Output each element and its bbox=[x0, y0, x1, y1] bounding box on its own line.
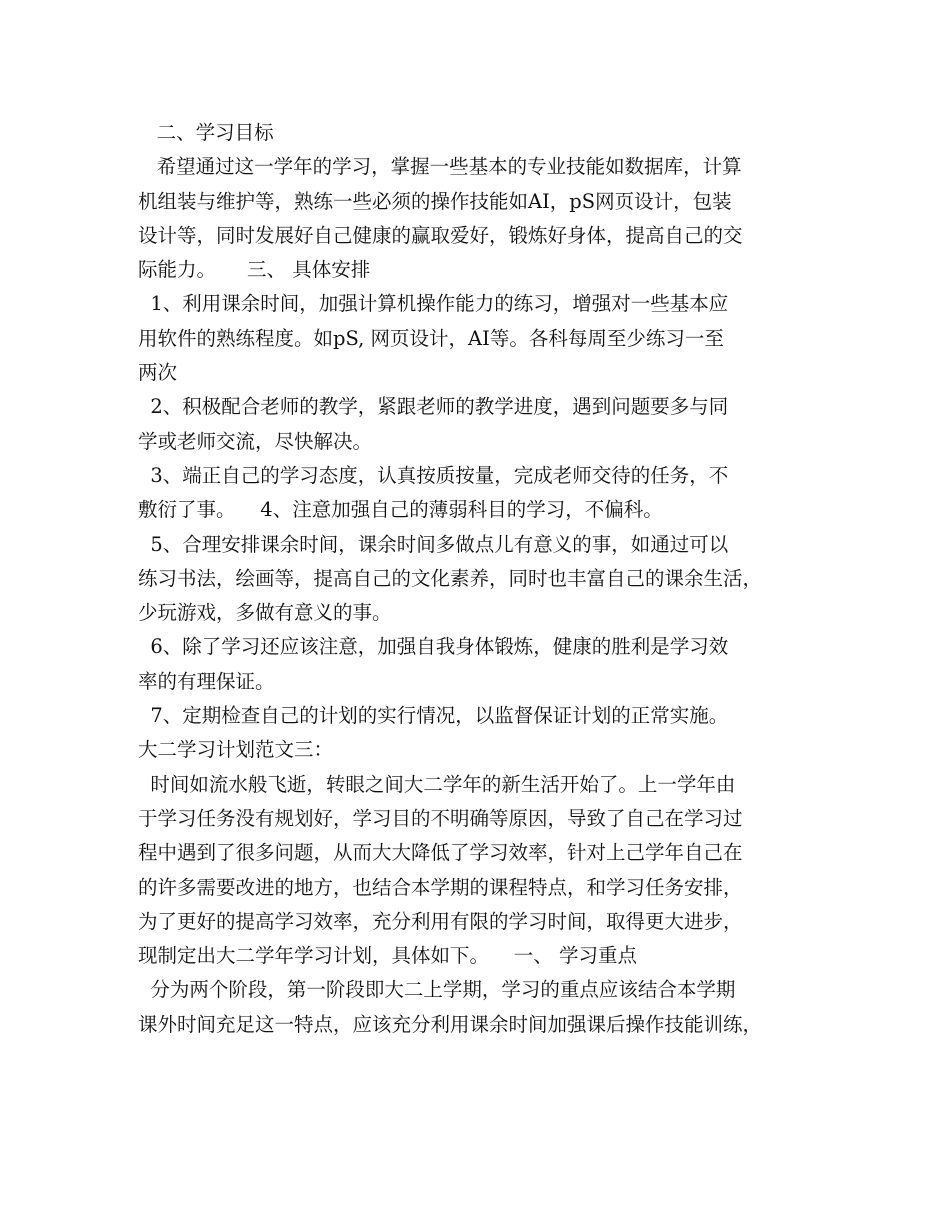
text-line: 练习书法，绘画等，提高自己的文化素养，同时也丰富自己的课余生活， bbox=[138, 566, 763, 590]
text-line: 程中遇到了很多问题，从而大大降低了学习效率，针对上己学年自己在 bbox=[138, 841, 743, 865]
text-line: 分为两个阶段，第一阶段即大二上学期，学习的重点应该结合本学期 bbox=[138, 978, 736, 1002]
text-line: 为了更好的提高学习效率，充分利用有限的学习时间，取得更大进步， bbox=[138, 909, 743, 933]
text-line: 7、定期检查自己的计划的实行情况，以监督保证计划的正常实施。 bbox=[138, 704, 729, 728]
text-line: 用软件的熟练程度。如pS, 网页设计，AI等。各科每周至少练习一至 bbox=[138, 326, 724, 350]
text-line: 率的有理保证。 bbox=[138, 669, 275, 693]
section-heading: 大二学习计划范文三： bbox=[138, 738, 334, 762]
text-line: 的许多需要改进的地方，也结合本学期的课程特点，和学习任务安排， bbox=[138, 875, 743, 899]
text-line: 6、除了学习还应该注意，加强自我身体锻炼，健康的胜利是学习效 bbox=[138, 635, 729, 659]
text-line: 机组装与维护等，熟练一些必须的操作技能如AI，pS网页设计，包装 bbox=[138, 189, 732, 213]
text-line: 少玩游戏，多做有意义的事。 bbox=[138, 601, 392, 625]
text-line: 1、利用课余时间，加强计算机操作能力的练习，增强对一些基本应 bbox=[138, 292, 729, 316]
text-line: 于学习任务没有规划好，学习目的不明确等原因，导致了自己在学习过 bbox=[138, 806, 743, 830]
text-line: 5、合理安排课余时间，课余时间多做点儿有意义的事，如通过可以 bbox=[138, 532, 729, 556]
text-line: 时间如流水般飞逝，转眼之间大二学年的新生活开始了。上一学年由 bbox=[138, 772, 736, 796]
text-line: 2、积极配合老师的教学，紧跟老师的教学进度，遇到问题要多与同 bbox=[138, 395, 729, 419]
text-line: 学或老师交流，尽快解决。 bbox=[138, 429, 373, 453]
text-line: 希望通过这一学年的学习，掌握一些基本的专业技能如数据库，计算 bbox=[138, 155, 742, 179]
text-line: 课外时间充足这一特点，应该充分利用课余时间加强课后操作技能训练， bbox=[138, 1012, 763, 1036]
text-line: 3、端正自己的学习态度，认真按质按量，完成老师交待的任务，不 bbox=[138, 463, 729, 487]
text-line: 设计等，同时发展好自己健康的赢取爱好，锻炼好身体，提高自己的交 bbox=[138, 223, 743, 247]
text-line: 二、学习目标 bbox=[138, 121, 274, 144]
text-line: 两次 bbox=[138, 361, 178, 385]
text-line: 际能力。 三、 具体安排 bbox=[138, 258, 371, 282]
text-line: 敷衍了事。 4、注意加强自己的薄弱科目的学习，不偏科。 bbox=[138, 498, 663, 522]
document-body bbox=[138, 116, 818, 1042]
text-line: 现制定出大二学年学习计划，具体如下。 一、 学习重点 bbox=[138, 944, 637, 968]
